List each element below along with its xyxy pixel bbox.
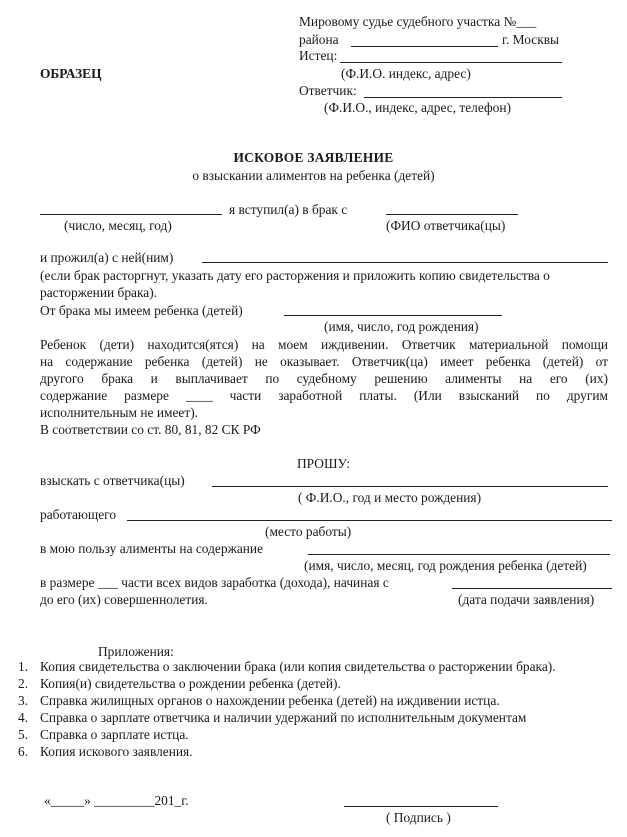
- footer-date[interactable]: «_____» _________201_г.: [44, 793, 189, 808]
- header-plaintiff-label: Истец:: [299, 48, 338, 63]
- para-line-3: другого брака и выплачивает по судебному решению алименты на его (их): [40, 371, 608, 386]
- law-reference: В соответствии со ст. 80, 81, 82 СК РФ: [40, 422, 261, 437]
- attachment-num: 6.: [18, 744, 29, 759]
- attachment-num: 3.: [18, 693, 29, 708]
- header-defendant-label: Ответчик:: [299, 83, 357, 98]
- working-text: работающего: [40, 507, 117, 522]
- collect-blank[interactable]: [212, 486, 608, 487]
- attachment-text: Справка о зарплате ответчика и наличии удержаний по исполнительным документам: [40, 710, 527, 725]
- attachment-num: 2.: [18, 676, 29, 691]
- attachment-num: 5.: [18, 727, 29, 742]
- request-heading: ПРОШУ:: [297, 456, 351, 471]
- attachment-text: Копия свидетельства о заключении брака (или копия свидетельства о расторжении брака).: [40, 659, 556, 674]
- children-text: От брака мы имеем ребенка (детей): [40, 303, 243, 318]
- hint-work: (место работы): [265, 524, 352, 539]
- hint-defendant-name: (ФИО ответчика(цы): [386, 218, 506, 233]
- header-city: г. Москвы: [502, 32, 560, 47]
- hint-filing: (дата подачи заявления): [458, 592, 595, 607]
- defendant-blank[interactable]: [364, 97, 562, 98]
- para-line-2: на содержание ребенка (детей) не оказывает. Ответчик(ца) имеет ребенка (детей) от: [40, 354, 608, 369]
- para-last: исполнительным не имеет).: [40, 405, 199, 420]
- attachment-text: Справка о зарплате истца.: [40, 727, 189, 742]
- marriage-date-blank[interactable]: [40, 214, 222, 215]
- document-title: ИСКОВОЕ ЗАЯВЛЕНИЕ: [233, 150, 394, 165]
- attachment-num: 4.: [18, 710, 29, 725]
- para-line-1: Ребенок (дети) находится(ятся) на моем иждивении. Ответчик материальной помощи: [40, 337, 608, 352]
- signature-blank[interactable]: [344, 806, 498, 807]
- district-blank[interactable]: [351, 46, 498, 47]
- married-text: я вступил(а) в брак с: [229, 202, 348, 217]
- attachment-num: 1.: [18, 659, 29, 674]
- start-date-blank[interactable]: [452, 588, 612, 589]
- para-line-4: содержание размере ____ части заработной платы. (Или взысканий по другим: [40, 388, 608, 403]
- hint-date: (число, месяц, год): [64, 218, 172, 233]
- attachments-heading: Приложения:: [98, 644, 174, 659]
- header-to-judge: Мировому судье судебного участка №___: [299, 14, 537, 29]
- document-subtitle: о взыскании алиментов на ребенка (детей): [192, 168, 435, 183]
- collect-text: взыскать с ответчика(цы): [40, 473, 185, 488]
- attachment-text: Справка жилищных органов о нахождении ребенка (детей) на иждивении истца.: [40, 693, 500, 708]
- hint-children: (имя, число, год рождения): [324, 319, 479, 334]
- attachment-text: Копия(и) свидетельства о рождении ребенка (детей).: [40, 676, 341, 691]
- favor-blank[interactable]: [308, 554, 610, 555]
- header-defendant-hint: (Ф.И.О., индекс, адрес, телефон): [324, 100, 511, 115]
- work-blank[interactable]: [127, 520, 612, 521]
- children-blank[interactable]: [284, 315, 502, 316]
- until-text: до его (их) совершеннолетия.: [40, 592, 208, 607]
- amount-text: в размере ___ части всех видов заработка (дохода), начиная с: [40, 575, 389, 590]
- defendant-name-blank[interactable]: [386, 214, 518, 215]
- lived-text: и прожил(а) с ней(ним): [40, 250, 174, 265]
- sample-label: ОБРАЗЕЦ: [40, 66, 102, 81]
- favor-text: в мою пользу алименты на содержание: [40, 541, 264, 556]
- attachment-text: Копия искового заявления.: [40, 744, 193, 759]
- hint-name-birth: ( Ф.И.О., год и место рождения): [298, 490, 482, 505]
- signature-hint: ( Подпись ): [386, 810, 451, 825]
- plaintiff-blank[interactable]: [340, 62, 562, 63]
- lived-blank[interactable]: [202, 262, 608, 263]
- divorce-note-1: (если брак расторгнут, указать дату его расторжения и приложить копию свидетельства о: [40, 268, 550, 283]
- divorce-note-2: расторжении брака).: [40, 285, 158, 300]
- hint-child-birth: (имя, число, месяц, год рождения ребенка (детей): [304, 558, 587, 573]
- header-plaintiff-hint: (Ф.И.О. индекс, адрес): [341, 66, 471, 81]
- header-district-label: района: [299, 32, 339, 47]
